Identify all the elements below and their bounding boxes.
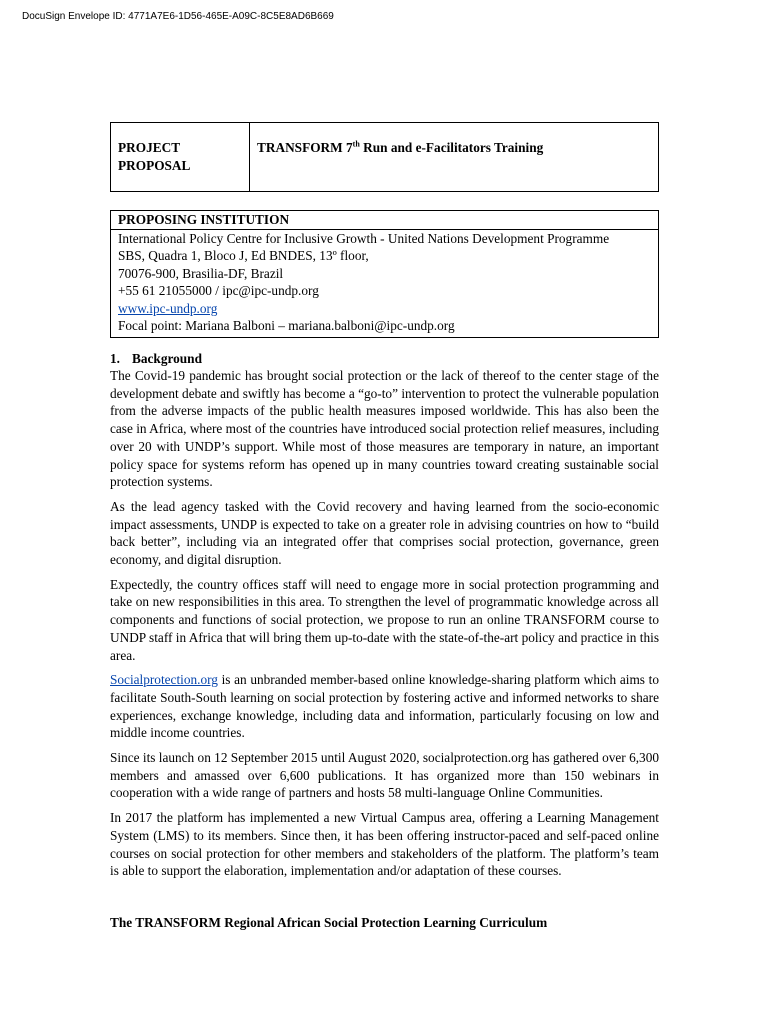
project-title-post: Run and e-Facilitators Training <box>359 140 544 155</box>
project-proposal-table <box>110 122 659 192</box>
socialprotection-link[interactable]: Socialprotection.org <box>110 672 218 688</box>
institution-name: International Policy Centre for Inclusive Growth - United Nations Development Programme <box>118 230 610 246</box>
proposing-institution-table <box>110 210 659 338</box>
institution-focal-point: Focal point: Mariana Balboni – mariana.balboni@ipc-undp.org <box>118 318 455 333</box>
paragraph-1: The Covid-19 pandemic has brought social protection or the lack of thereof to the center stage of the development debate and swiftly has become a “go-to” intervention to protect the vulnerable population from the adverse impacts of the public health measures imposed worldwide. This has also been the case in Africa, where most of the countries have introduced social protection relief measures, including over 20 with UNDP’s support. While most of those measures are temporary in nature, an important policy space for systems reform has opened up in many countries toward creating sustainable social protection systems. <box>110 368 659 490</box>
project-title-sup: th <box>352 139 360 149</box>
section-title: Background <box>132 350 202 366</box>
project-proposal-label <box>111 123 250 192</box>
section-heading-background <box>110 350 659 368</box>
docusign-envelope-id: DocuSign Envelope ID: 4771A7E6-1D56-465E-A09C-8C5E8AD6B669 <box>22 11 334 22</box>
paragraph-3: Expectedly, the country offices staff will need to engage more in social protection programming and take on new responsibilities in this area. To strengthen the level of programmatic knowledge across all components and functions of social protection, we propose to run an online TRANSFORM course to UNDP staff in Africa that will bring them up-to-date with the state-of-the-art policy and practice in this area. <box>110 576 659 663</box>
institution-address2: 70076-900, Brasilia-DF, Brazil <box>118 265 284 281</box>
curriculum-subheading: The TRANSFORM Regional African Social Protection Learning Curriculum <box>110 914 548 930</box>
project-label-line1: PROJECT <box>118 140 181 155</box>
paragraph-6: In 2017 the platform has implemented a new Virtual Campus area, offering a Learning Management System (LMS) to its members. Since then, it has been offering instructor-paced and self-paced online courses on social protection for other members and stakeholders of the platform. The platform’s team is able to support the elaboration, implementation and/or adaptation of these courses. <box>110 810 659 879</box>
project-title-pre: TRANSFORM 7 <box>257 140 353 155</box>
paragraph-4-text: is an unbranded member-based online knowledge-sharing platform which aims to facilitate South-South learning on social protection by fostering active and informed networks to share experiences, exchange knowledge, including data and information, particularly focusing on low and middle income countries. <box>110 672 659 741</box>
institution-website-link[interactable]: www.ipc-undp.org <box>118 300 218 316</box>
section-number: 1. <box>110 350 120 366</box>
project-title <box>250 123 659 192</box>
project-label-line2: PROPOSAL <box>118 157 191 173</box>
paragraph-2: As the lead agency tasked with the Covid recovery and having learned from the socio-economic impact assessments, UNDP is expected to take on a greater role in advising countries on how to “build back better”, including via an integrated offer that comprises social protection, governance, green economy, and digital disruption. <box>110 498 659 568</box>
institution-header: PROPOSING INSTITUTION <box>111 211 659 230</box>
paragraph-4 <box>110 671 659 742</box>
institution-address1: SBS, Quadra 1, Bloco J, Ed BNDES, 13º floor, <box>118 248 369 263</box>
paragraph-5: Since its launch on 12 September 2015 until August 2020, socialprotection.org has gathered over 6,300 members and amassed over 6,600 publications. It has organized more than 150 webinars in cooperation with a wide range of partners and hosts 58 multi-language Online Communities. <box>110 750 659 801</box>
institution-contact: +55 61 21055000 / ipc@ipc-undp.org <box>118 283 319 298</box>
document-page <box>110 122 659 931</box>
institution-details <box>111 229 659 337</box>
